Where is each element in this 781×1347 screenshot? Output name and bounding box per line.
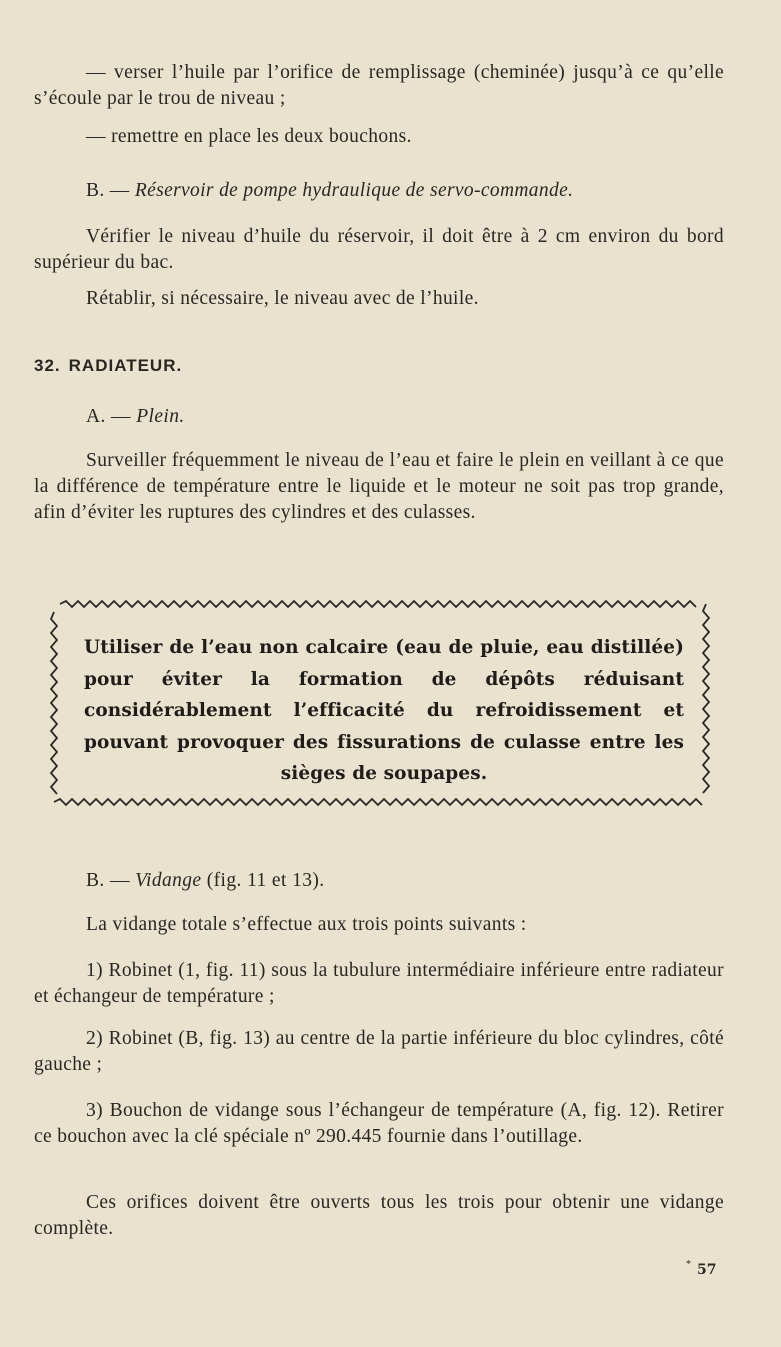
paragraph-oil-fill: — verser l’huile par l’orifice de remplissage (cheminée) jusqu’à ce qu’elle s’écoule par le trou de niveau ; [34,62,724,109]
paragraph-restore-level: Rétablir, si nécessaire, le niveau avec de l’huile. [86,288,479,309]
section-title: RADIATEUR. [68,356,183,375]
paragraph-drain-points: La vidange totale s’effectue aux trois points suivants : [86,914,527,935]
subheading-title: Vidange [135,870,202,891]
paragraph-check-level: Vérifier le niveau d’huile du réservoir, il doit être à 2 cm environ du bord supérieur du bac. [34,226,724,273]
subheading-title: Réservoir de pompe hydraulique de servo-commande. [134,180,574,201]
subheading-suffix: (fig. 11 et 13). [201,870,325,891]
subheading-title: Plein. [136,406,185,427]
page-number: 57 [697,1262,717,1278]
page-mark: * [686,1259,691,1270]
subheading-prefix: A. — [86,406,137,427]
warning-box [46,590,712,812]
paragraph-replace-plugs: — remettre en place les deux bouchons. [86,126,412,147]
warning-text: Utiliser de l’eau non calcaire (eau de pluie, eau distillée) pour éviter la formation de dépôts réduisant considérablement l’efficacité du refroidissement et pouvant provoquer des fissurations de culasse entre les sièges de soupapes. [84,637,684,784]
section-number: 32. [34,356,61,375]
subheading-b-vidange [86,870,325,892]
subheading-b-reservoir [34,178,724,204]
paragraph-drain-1: 1) Robinet (1, fig. 11) sous la tubulure intermédiaire inférieure entre radiateur et échangeur de température ; [34,960,724,1007]
paragraph-open-all: Ces orifices doivent être ouverts tous les trois pour obtenir une vidange complète. [34,1192,724,1239]
paragraph-monitor-water: Surveiller fréquemment le niveau de l’eau et faire le plein en veillant à ce que la différence de température entre le liquide et le moteur ne soit pas trop grande, afin d’éviter les ruptures des cylindres et des culasses. [34,450,724,523]
section-heading [34,356,182,376]
subheading-a-plein [86,406,185,428]
paragraph-drain-2: 2) Robinet (B, fig. 13) au centre de la partie inférieure du bloc cylindres, côté gauche ; [34,1028,724,1075]
paragraph-drain-3: 3) Bouchon de vidange sous l’échangeur de température (A, fig. 12). Retirer ce bouchon avec la clé spéciale nº 290.445 fournie dans l’outillage. [34,1100,724,1147]
subheading-prefix: B. — [86,180,135,201]
subheading-prefix: B. — [86,870,136,891]
